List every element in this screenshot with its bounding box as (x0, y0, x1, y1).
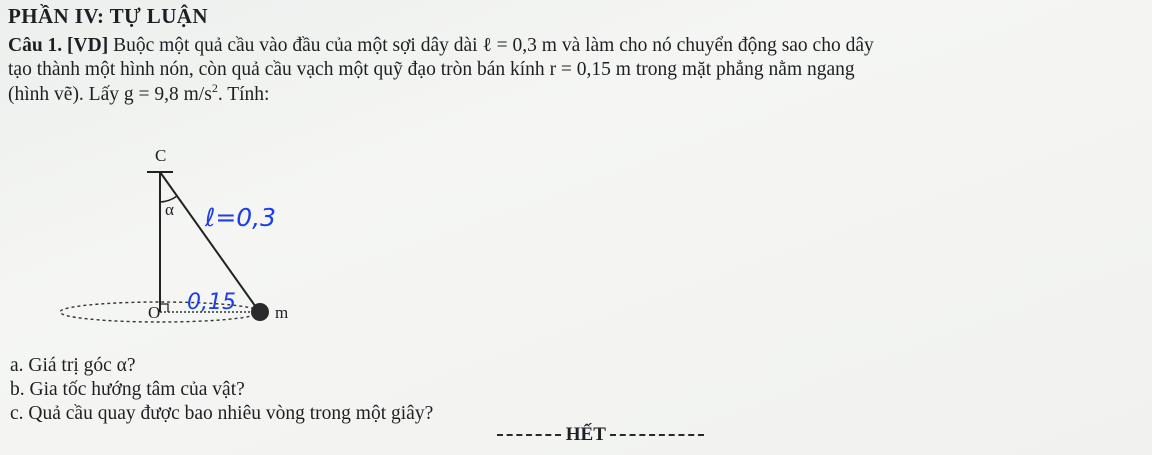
question-text-2a: tạo thành một hình nón, còn quả cầu vạch một quỹ đạo tròn bán kính (8, 59, 545, 80)
question-line-3 (8, 81, 1148, 106)
section-title: PHẦN IV: TỰ LUẬN (8, 4, 208, 28)
end-dash-right (610, 434, 704, 436)
radius-expression: r = 0,15 m (549, 59, 631, 80)
label-c: C (155, 146, 167, 165)
question-text-3b: . Tính: (217, 84, 270, 105)
question-text-2b: trong mặt phẳng nằm ngang (635, 59, 855, 80)
question-text-1a: Buộc một quả cầu vào đầu của một sợi dây dài (113, 35, 478, 56)
right-angle-mark (160, 304, 168, 312)
handwritten-length: ℓ=0,3 (205, 203, 277, 232)
subquestion-a: a. Giá trị góc α? (10, 355, 136, 376)
gravity-exponent: 2 (211, 81, 218, 95)
question-line-2 (8, 59, 1148, 81)
question-number: Câu 1. [VD] (8, 35, 109, 56)
question-text-1b: và làm cho nó chuyển động sao cho dây (561, 35, 874, 56)
question-text-3a: (hình vẽ). Lấy (8, 84, 120, 105)
gravity-value: g = 9,8 m/s (123, 84, 212, 105)
label-alpha: α (165, 200, 174, 219)
subquestion-c: c. Quả cầu quay được bao nhiêu vòng trong một giây? (10, 403, 434, 424)
end-marker (497, 424, 704, 446)
gravity-expression (123, 81, 218, 105)
end-text: HẾT (565, 424, 606, 445)
handwritten-radius: 0,15 (187, 290, 236, 315)
conical-pendulum-figure (55, 140, 315, 340)
length-expression: ℓ = 0,3 m (482, 35, 557, 56)
label-m: m (275, 303, 289, 322)
question-line-1 (8, 35, 1148, 57)
end-dash-left (497, 434, 561, 436)
subquestion-b: b. Gia tốc hướng tâm của vật? (10, 379, 245, 400)
label-o: O (148, 303, 161, 322)
ball-mass (251, 303, 269, 321)
